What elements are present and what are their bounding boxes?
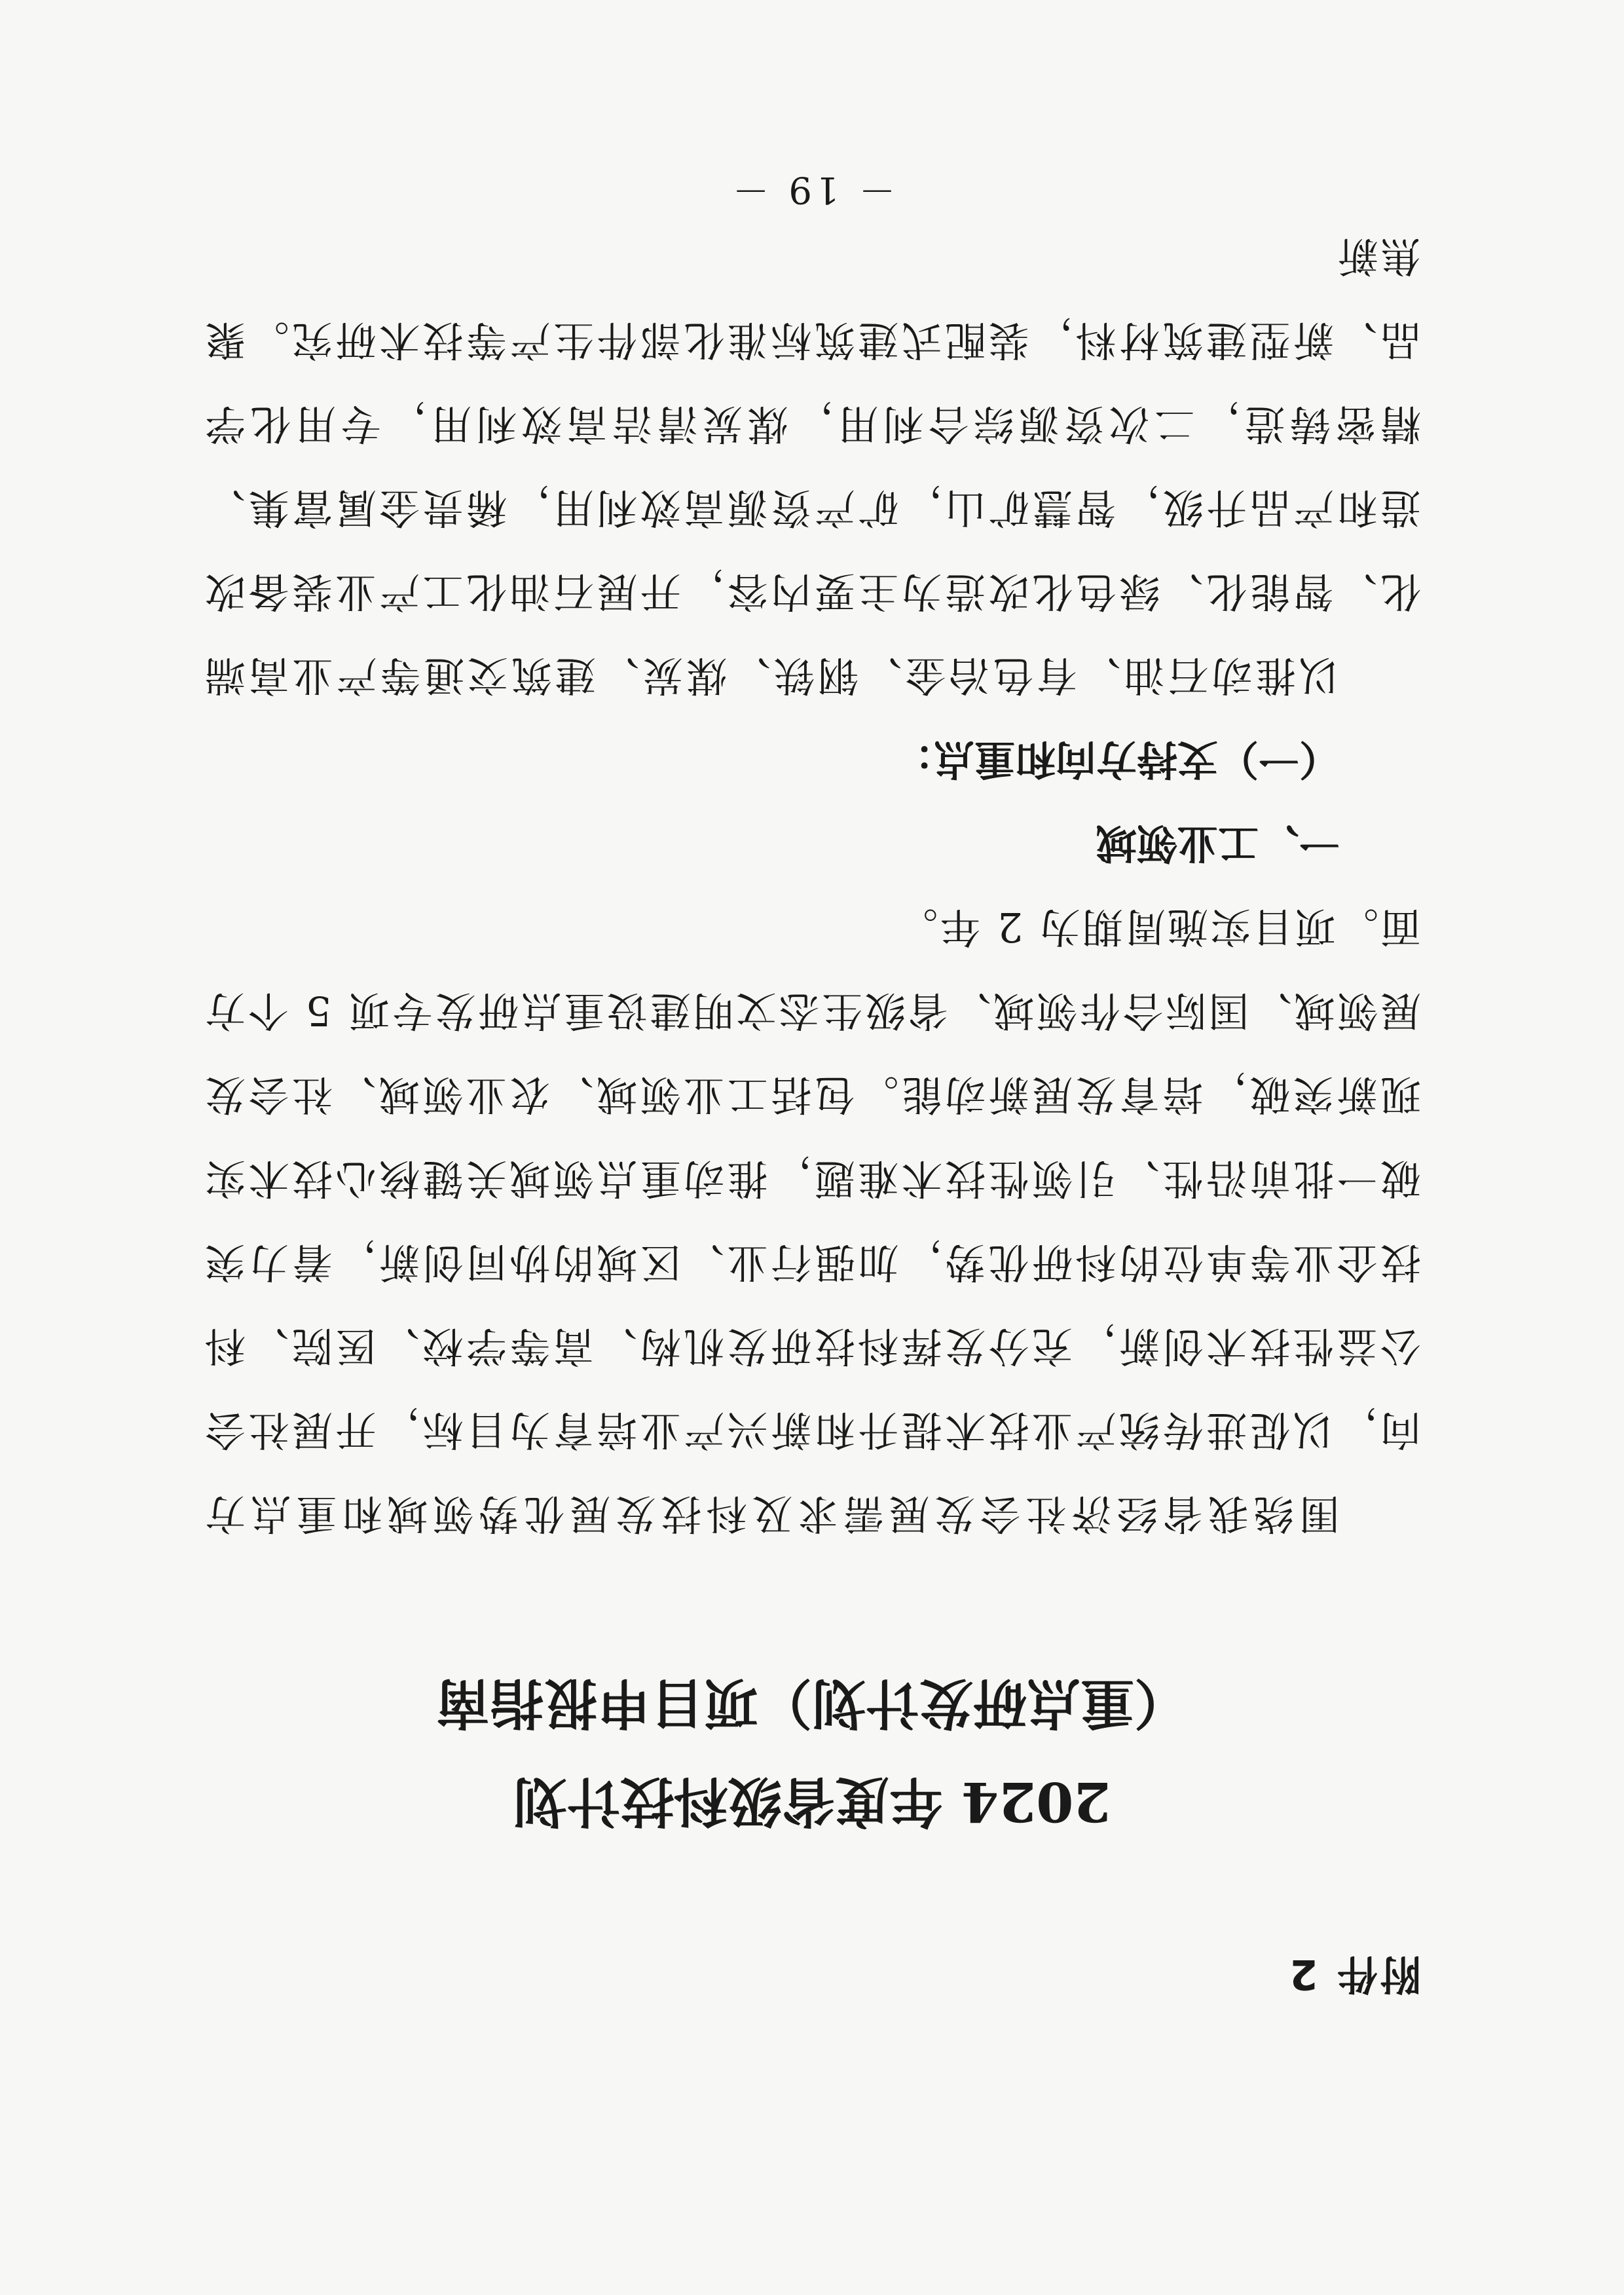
intro-paragraph: 围绕我省经济社会发展需求及科技发展优势领域和重点方向，以促进传统产业技术提升和新兴产业培育为目标，开展社会公益性技术创新，充分发挥科技研发机构、高等学校、医院、科技企业等单位的科研优势，加强行业、区域的协同创新，着力突破一批前沿性、引领性技术难题，推动重点领域关键核心技术实现新突破，培育发展新动能。包括工业领域、农业领域、社会发展领域、国际合作领域、省级生态文明建设重点研发专项 5 个方面。项目实施周期为 2 年。 <box>203 903 1421 1538</box>
section-heading: 一、工业领域 <box>1096 819 1340 867</box>
page-number: － 19 － <box>728 168 896 211</box>
attachment-label: 附件 2 <box>1287 1950 1421 1998</box>
document-body <box>203 214 1421 2007</box>
document-title <box>203 1654 1421 1850</box>
sub-section-heading: （一）支持方向和重点： <box>893 736 1340 783</box>
title-line-2: （重点研发计划）项目申报指南 <box>436 1671 1189 1734</box>
section-paragraph: 以推动石油、有色冶金、钢铁、煤炭、建筑交通等产业高端化、智能化、绿色化改造为主要内容，开展石油化工产业装备改造和产品升级，智慧矿山，矿产资源高效利用，稀贵金属富集、精密铸造，二次资源综合利用，煤炭清洁高效利用，专用化学品、新型建筑材料，装配式建筑标准化部件生产等技术研究。聚焦新 <box>203 233 1421 700</box>
title-line-1: 2024 年度省级科技计划 <box>513 1770 1111 1833</box>
